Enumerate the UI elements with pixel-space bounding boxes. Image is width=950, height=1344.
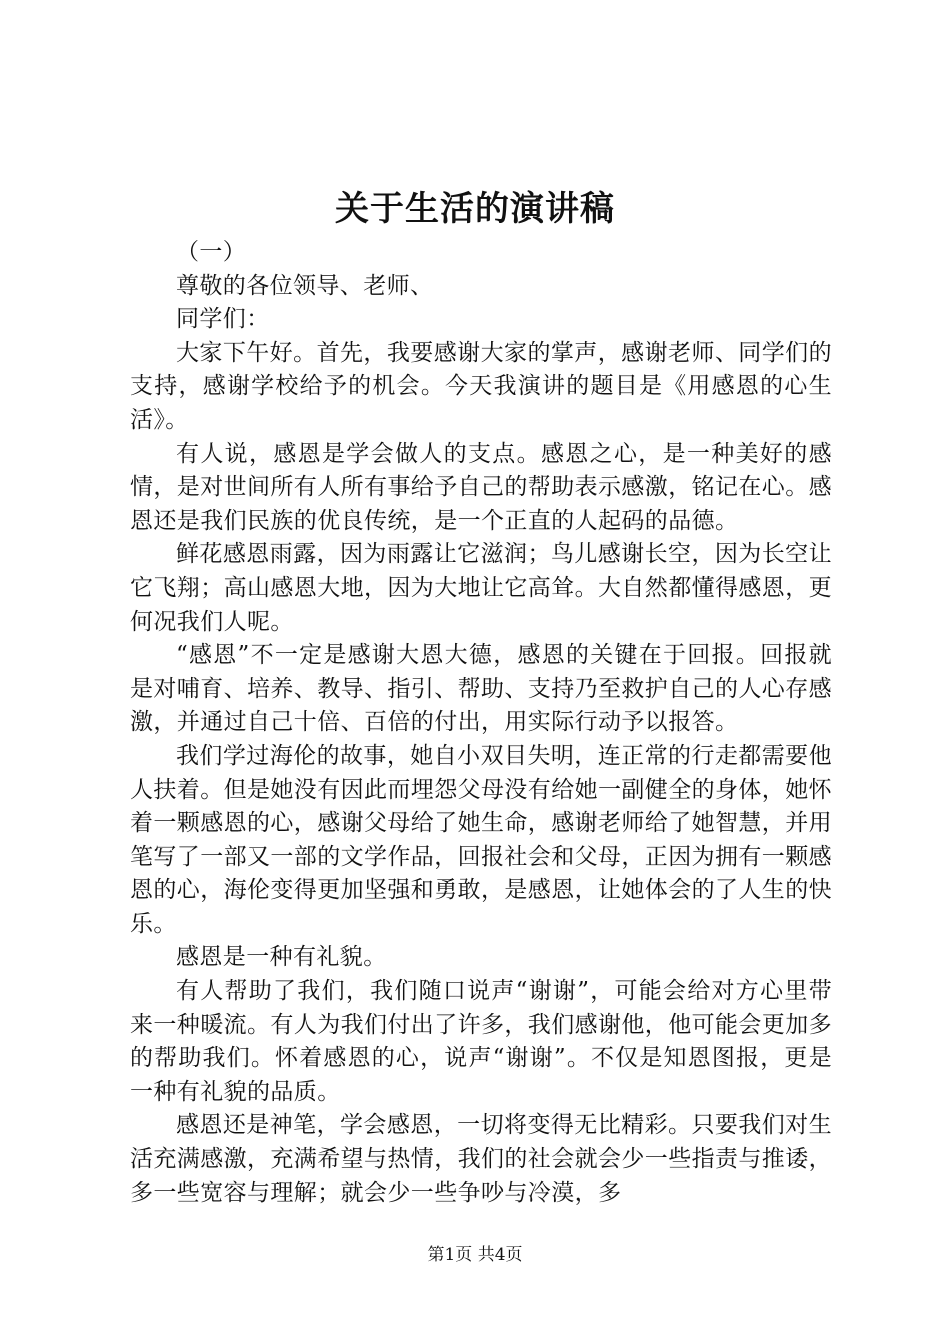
document-body xyxy=(130,236,832,1210)
paragraph-salutation-1: 尊敬的各位领导、老师、 xyxy=(176,272,434,299)
paragraph-greeting: 大家下午好。首先，我要感谢大家的掌声，感谢老师、同学们的支持，感谢学校给予的机会。今天我演讲的题目是《用感恩的心生活》。 xyxy=(130,339,832,433)
paragraph-gratitude-definition: 有人说，感恩是学会做人的支点。感恩之心，是一种美好的感情，是对世间所有人所有事给予自己的帮助表示感激，铭记在心。感恩还是我们民族的优良传统，是一个正直的人起码的品德。 xyxy=(130,440,832,534)
document-title: 关于生活的演讲稿 xyxy=(335,189,615,229)
paragraph-magic-pen: 感恩还是神笔，学会感恩，一切将变得无比精彩。只要我们对生活充满感激，充满希望与热情，我们的社会就会少一些指责与推诿，多一些宽容与理解；就会少一些争吵与冷漠，多 xyxy=(130,1112,832,1206)
paragraph-helen-story: 我们学过海伦的故事，她自小双目失明，连正常的行走都需要他人扶着。但是她没有因此而埋怨父母没有给她一副健全的身体，她怀着一颗感恩的心，感谢父母给了她生命，感谢老师给了她智慧，并用笔写了一部又一部的文学作品，回报社会和父母，正因为拥有一颗感恩的心，海伦变得更加坚强和勇敢，是感恩，让她体会的了人生的快乐。 xyxy=(130,742,832,937)
paragraph-salutation-2: 同学们： xyxy=(176,306,270,333)
paragraph-repayment: “感恩”不一定是感谢大恩大德，感恩的关键在于回报。回报就是对哺育、培养、教导、指引、帮助、支持乃至救护自己的人心存感激，并通过自己十倍、百倍的付出，用实际行动予以报答。 xyxy=(130,642,832,736)
paragraph-nature: 鲜花感恩雨露，因为雨露让它滋润；鸟儿感谢长空，因为长空让它飞翔；高山感恩大地，因为大地让它高耸。大自然都懂得感恩，更何况我们人呢。 xyxy=(130,541,832,635)
paragraph-politeness: 感恩是一种有礼貌。 xyxy=(176,944,387,971)
paragraph-section-number: （一） xyxy=(176,239,247,265)
page-number: 第1页 共4页 xyxy=(427,1245,523,1265)
paragraph-thank-you: 有人帮助了我们，我们随口说声“谢谢”，可能会给对方心里带来一种暖流。有人为我们付出了许多，我们感谢他，他可能会更加多的帮助我们。怀着感恩的心，说声“谢谢”。不仅是知恩图报，更是一种有礼貌的品质。 xyxy=(130,978,832,1105)
